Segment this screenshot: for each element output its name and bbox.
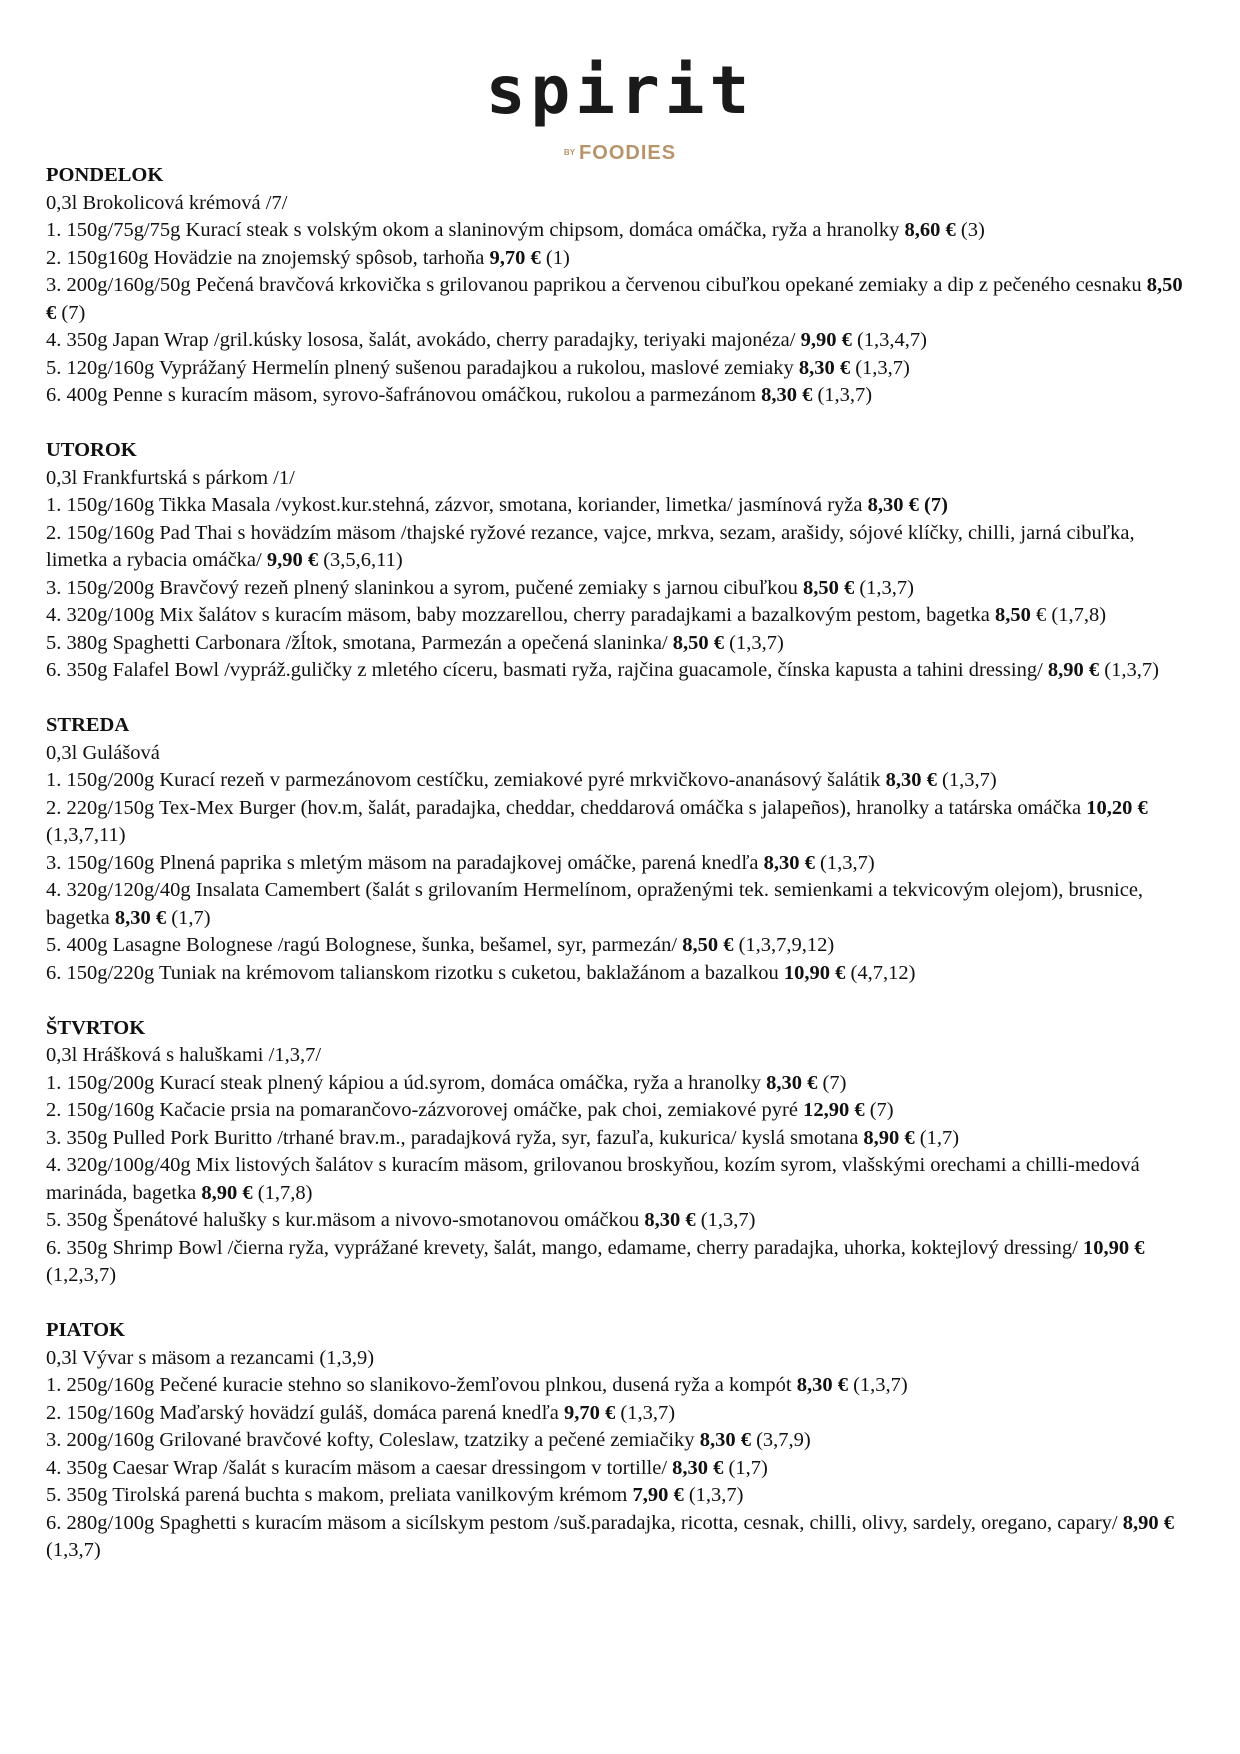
menu-item xyxy=(46,382,1196,410)
menu-item xyxy=(46,960,1196,988)
menu-item xyxy=(46,492,1196,520)
menu-item xyxy=(46,630,1196,658)
menu-item-price: 8,50 € xyxy=(802,576,855,599)
menu-item-allergens: (1,3,7) xyxy=(812,384,873,406)
menu-item-price: 8,30 € (7) xyxy=(867,494,948,516)
menu-item-text: 6. 150g/220g Tuniak na krémovom talianskom rizotku s cuketou, baklažánom a bazalkou xyxy=(46,961,784,984)
menu-item-price: 8,60 € xyxy=(904,219,956,241)
menu-item-allergens: (3,7,9) xyxy=(750,1429,811,1451)
menu-item-price: 10,20 € xyxy=(1086,796,1148,819)
soup-line: 0,3l Hrášková s haluškami /1,3,7/ xyxy=(46,1044,322,1066)
menu-item xyxy=(46,1372,1196,1400)
logo-brand: FOODIES xyxy=(579,142,677,164)
menu-item-price: 8,90 € xyxy=(1047,659,1100,681)
menu-item xyxy=(46,575,1196,603)
menu-item-price: 9,90 € xyxy=(266,549,319,571)
menu-item-allergens: € (1,7,8) xyxy=(1030,604,1107,626)
day-heading: STREDA xyxy=(46,714,130,736)
menu-item-text: 3. 150g/200g Bravčový rezeň plnený slaninkou a syrom, pučené zemiaky s jarnou cibuľkou xyxy=(46,576,803,599)
logo-subtitle xyxy=(0,142,1240,164)
menu-item xyxy=(46,272,1196,327)
menu-item-text: 1. 250g/160g Pečené kuracie stehno so slanikovo-žemľovou plnkou, dusená ryža a kompót xyxy=(46,1374,797,1396)
menu-item-text: 3. 200g/160g/50g Pečená bravčová krkovička s grilovanou paprikou a červenou cibuľkou opekané zemiaky a dip z pečeného cesnaku xyxy=(46,274,1147,296)
menu-item xyxy=(46,1152,1196,1207)
menu-item-price: 8,50 € xyxy=(46,274,1183,324)
menu-item-allergens: (1,3,7) xyxy=(936,769,997,791)
soup-line: 0,3l Frankfurtská s párkom /1/ xyxy=(46,466,295,489)
menu-item xyxy=(46,657,1196,685)
menu-item-price: 8,30 € xyxy=(644,1209,696,1231)
soup-line: 0,3l Vývar s mäsom a rezancami (1,3,9) xyxy=(46,1346,375,1369)
menu-item-price: 12,90 € xyxy=(803,1099,865,1121)
menu-item xyxy=(46,850,1196,878)
soup-line: 0,3l Brokolicová krémová /7/ xyxy=(46,191,288,214)
menu-item-text: 5. 120g/160g Vyprážaný Hermelín plnený sušenou paradajkou a rukolou, maslové zemiaky xyxy=(46,356,799,379)
menu-item xyxy=(46,327,1196,355)
menu-item-allergens: (3,5,6,11) xyxy=(318,549,403,571)
menu-item-text: 1. 150g/200g Kurací rezeň v parmezánovom cestíčku, zemiakové pyré mrkvičkovo-ananásový šalátik xyxy=(46,769,886,791)
menu-item-price: 8,30 € xyxy=(761,384,813,406)
menu-item-price: 8,30 € xyxy=(114,906,167,929)
menu-item xyxy=(46,767,1196,795)
menu-item-text: 6. 280g/100g Spaghetti s kuracím mäsom a sicílskym pestom /suš.paradajka, ricotta, cesnak, chilli, olivy, sardely, oregano, capary/ xyxy=(46,1511,1123,1534)
menu-item-text: 4. 350g Caesar Wrap /šalát s kuracím mäsom a caesar dressingom v tortille/ xyxy=(46,1456,673,1479)
menu-item-allergens: (1,3,7) xyxy=(615,1401,676,1424)
menu-item xyxy=(46,1125,1196,1153)
menu-item xyxy=(46,1400,1196,1428)
menu-item-text: 2. 150g/160g Pad Thai s hovädzím mäsom /thajské ryžové rezance, vajce, mrkva, sezam, arašidy, sójové klíčky, chilli, jarná cibuľka, limetka a rybacia omáčka/ xyxy=(46,521,1135,571)
menu-item-text: 4. 320g/120g/40g Insalata Camembert (šalát s grilovaním Hermelínom, opraženými tek. semienkami a tekvicovým olejom), brusnice, bagetka xyxy=(46,879,1144,929)
menu-item xyxy=(46,877,1196,932)
menu-item-price: 7,90 € xyxy=(632,1484,684,1506)
menu-item-text: 2. 220g/150g Tex-Mex Burger (hov.m, šalát, paradajka, cheddar, cheddarová omáčka s jalapeños), hranolky a tatárska omáčka xyxy=(46,796,1087,819)
menu-item-allergens: (3) xyxy=(955,219,985,241)
menu-item-text: 2. 150g/160g Kačacie prsia na pomarančovo-zázvorovej omáčke, pak choi, zemiakové pyré xyxy=(46,1099,804,1121)
menu-item-text: 4. 350g Japan Wrap /gril.kúsky lososa, šalát, avokádo, cherry paradajky, teriyaki majonéza/ xyxy=(46,329,801,351)
menu-item xyxy=(46,602,1196,630)
day-section xyxy=(46,1317,1196,1565)
menu-item-text: 6. 400g Penne s kuracím mäsom, syrovo-šafránovou omáčkou, rukolou a parmezánom xyxy=(46,384,762,406)
menu-item-allergens: (1) xyxy=(540,246,570,269)
menu-item xyxy=(46,1455,1196,1483)
menu-item-allergens: (7) xyxy=(56,301,86,324)
menu-item-text: 1. 150g/160g Tikka Masala /vykost.kur.stehná, zázvor, smotana, koriander, limetka/ jasmínová ryža xyxy=(46,494,868,516)
menu-item-allergens: (1,7) xyxy=(723,1456,768,1479)
menu-item xyxy=(46,1097,1196,1125)
weekly-menu xyxy=(46,162,1196,1592)
menu-item-allergens: (1,3,7) xyxy=(847,1374,908,1396)
logo xyxy=(0,52,1240,164)
menu-item-price: 8,50 € xyxy=(682,934,734,956)
menu-item-allergens: (1,2,3,7) xyxy=(46,1264,117,1286)
menu-item-text: 5. 380g Spaghetti Carbonara /žĺtok, smotana, Parmezán a opečená slaninka/ xyxy=(46,631,673,654)
menu-item-allergens: (7) xyxy=(864,1099,894,1121)
menu-item xyxy=(46,520,1196,575)
menu-item xyxy=(46,1510,1196,1565)
menu-item-text: 1. 150g/75g/75g Kurací steak s volským okom a slaninovým chipsom, domáca omáčka, ryža a hranolky xyxy=(46,219,905,241)
menu-item-text: 2. 150g160g Hovädzie na znojemský spôsob, tarhoňa xyxy=(46,246,490,269)
menu-item xyxy=(46,245,1196,273)
menu-item-allergens: (1,3,7,9,12) xyxy=(733,934,835,956)
menu-item-allergens: (1,3,7) xyxy=(854,576,914,599)
menu-item-text: 2. 150g/160g Maďarský hovädzí guláš, domáca parená knedľa xyxy=(46,1401,564,1424)
menu-item-price: 10,90 € xyxy=(1083,1236,1145,1259)
soup-line: 0,3l Gulášová xyxy=(46,741,160,764)
menu-item-text: 4. 320g/100g Mix šalátov s kuracím mäsom, baby mozzarellou, cherry paradajkami a bazalkovým pestom, bagetka xyxy=(46,604,995,626)
menu-item-allergens: (1,3,7) xyxy=(1099,659,1159,681)
menu-item xyxy=(46,1207,1196,1235)
menu-item-allergens: (1,3,7,11) xyxy=(46,824,126,846)
menu-item-allergens: (1,7) xyxy=(166,906,211,929)
menu-item-text: 6. 350g Shrimp Bowl /čierna ryža, vyprážané krevety, šalát, mango, edamame, cherry paradajka, uhorka, koktejlový dressing/ xyxy=(46,1236,1083,1259)
menu-item xyxy=(46,932,1196,960)
menu-item-price: 8,90 € xyxy=(201,1181,253,1204)
day-heading: PONDELOK xyxy=(46,164,164,186)
menu-item xyxy=(46,355,1196,383)
menu-item-allergens: (1,3,4,7) xyxy=(851,329,928,351)
day-heading: PIATOK xyxy=(46,1319,125,1341)
menu-item-text: 5. 350g Tirolská parená buchta s makom, preliata vanilkovým krémom xyxy=(46,1484,633,1506)
menu-item-text: 5. 350g Špenátové halušky s kur.mäsom a nivovo-smotanovou omáčkou xyxy=(46,1209,645,1231)
menu-item-text: 3. 350g Pulled Pork Buritto /trhané brav.m., paradajková ryža, syr, fazuľa, kukurica/ kyslá smotana xyxy=(46,1126,864,1149)
menu-item xyxy=(46,1482,1196,1510)
menu-item-price: 9,90 € xyxy=(800,329,852,351)
day-section xyxy=(46,1015,1196,1290)
menu-item-price: 8,30 € xyxy=(766,1071,818,1094)
menu-item-allergens: (7) xyxy=(817,1071,847,1094)
day-section xyxy=(46,712,1196,987)
menu-item-price: 10,90 € xyxy=(783,961,846,984)
menu-item-text: 4. 320g/100g/40g Mix listových šalátov s kuracím mäsom, grilovanou broskyňou, kozím syrom, vlašskými orechami a chilli-medová marináda, bagetka xyxy=(46,1154,1140,1204)
menu-item-price: 8,90 € xyxy=(1122,1511,1175,1534)
day-heading: UTOROK xyxy=(46,439,137,461)
menu-item-price: 8,30 € xyxy=(763,851,815,874)
logo-by: BY xyxy=(563,148,576,157)
menu-item-allergens: (1,3,7) xyxy=(724,631,784,654)
day-section xyxy=(46,162,1196,410)
menu-item-text: 3. 150g/160g Plnená paprika s mletým mäsom na paradajkovej omáčke, parená knedľa xyxy=(46,851,764,874)
menu-item xyxy=(46,217,1196,245)
menu-item-allergens: (1,3,7) xyxy=(695,1209,756,1231)
day-heading: ŠTVRTOK xyxy=(46,1016,146,1039)
menu-item-price: 9,70 € xyxy=(489,246,541,269)
menu-item-price: 8,50 xyxy=(995,604,1031,626)
menu-item-price: 9,70 € xyxy=(564,1401,616,1424)
day-section xyxy=(46,437,1196,685)
menu-item xyxy=(46,795,1196,850)
menu-item-text: 5. 400g Lasagne Bolognese /ragú Bolognese, šunka, bešamel, syr, parmezán/ xyxy=(46,934,683,956)
menu-item-allergens: (1,3,7) xyxy=(850,356,910,379)
menu-item-text: 6. 350g Falafel Bowl /vypráž.guličky z mletého cíceru, basmati ryža, rajčina guacamole, čínska kapusta a tahini dressing/ xyxy=(46,659,1048,681)
logo-wordmark: spirit xyxy=(485,52,755,129)
menu-item xyxy=(46,1235,1196,1290)
menu-item-price: 8,30 € xyxy=(798,356,851,379)
menu-item-text: 3. 200g/160g Grilované bravčové kofty, Coleslaw, tzatziky a pečené zemiačiky xyxy=(46,1429,700,1451)
menu-item-allergens: (1,3,7) xyxy=(814,851,875,874)
menu-item-text: 1. 150g/200g Kurací steak plnený kápiou a úd.syrom, domáca omáčka, ryža a hranolky xyxy=(46,1071,767,1094)
menu-item xyxy=(46,1070,1196,1098)
menu-item-price: 8,90 € xyxy=(863,1126,915,1149)
menu-item-allergens: (4,7,12) xyxy=(845,961,916,984)
menu-item-price: 8,30 € xyxy=(699,1429,751,1451)
menu-item-price: 8,50 € xyxy=(672,631,725,654)
menu-item-allergens: (1,3,7) xyxy=(683,1484,744,1506)
menu-item xyxy=(46,1427,1196,1455)
menu-item-price: 8,30 € xyxy=(796,1374,848,1396)
menu-item-allergens: (1,7,8) xyxy=(252,1181,313,1204)
menu-item-price: 8,30 € xyxy=(885,769,937,791)
menu-item-price: 8,30 € xyxy=(672,1456,724,1479)
menu-item-allergens: (1,3,7) xyxy=(46,1539,101,1561)
menu-item-allergens: (1,7) xyxy=(914,1126,960,1149)
